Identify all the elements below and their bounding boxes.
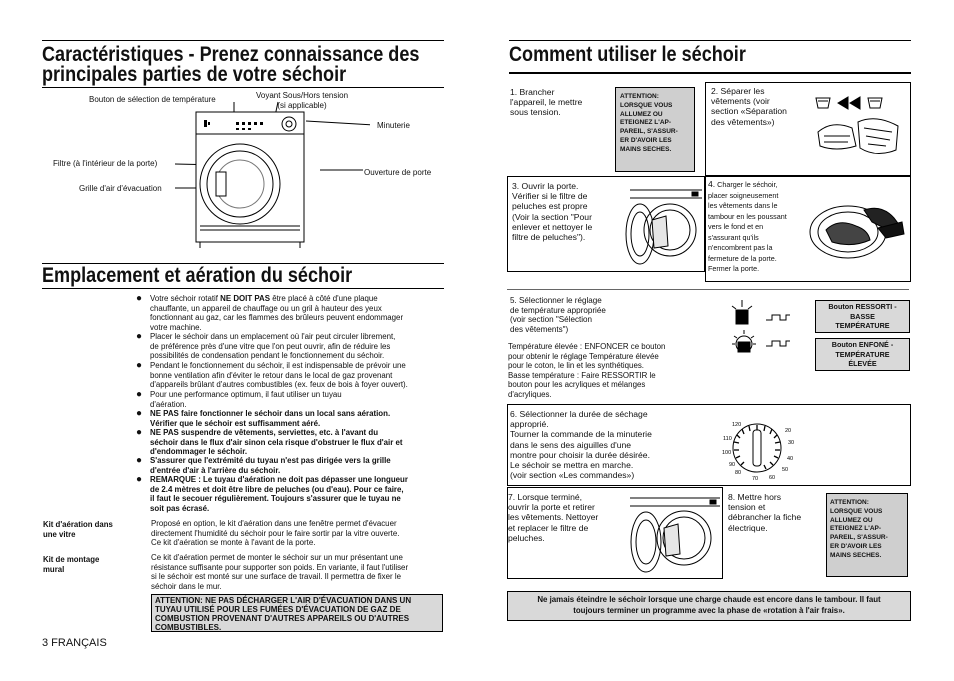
bullet-6-line2: séchoir dans le flux d'air sinon cela risque d'obstruer le flux d'air et (150, 437, 403, 447)
bullet-3-line1: Pendant le fonctionnement du séchoir, il est indispensable de prévoir une (150, 361, 406, 370)
bullet-6-line1: NE PAS suspendre de vêtements, serviettes, etc. à l'avant du (150, 428, 379, 437)
step-5-line2: de température appropriée (510, 305, 606, 315)
laundry-sorting-icon (812, 92, 906, 166)
kit-wall-line2: résistance suffisante pour supporter son poids. En variante, il faut l'utiliser (151, 562, 409, 572)
step-5b-line6: d'acryliques. (508, 389, 552, 399)
label-minuterie: Minuterie (377, 121, 410, 130)
kit-wall-line3: si le séchoir est monté sur une surface de travail. Il permettra de fixer le (151, 572, 401, 582)
step-2-line4: des vêtements») (711, 116, 775, 127)
bullet-8-line4: soit pas écrasé. (150, 503, 210, 513)
kit-window-title-line2: une vitre (43, 529, 76, 539)
step-7-line3: les vêtements. Nettoyer (508, 512, 599, 523)
kit-wall-text (151, 553, 446, 591)
step-4-line4: tambour en les poussant (708, 211, 787, 221)
bullet-2-line2: de préférence près d'une vitre que l'on peut ouvrir, afin de réduire les (150, 341, 391, 351)
dryer-illustration (170, 100, 370, 260)
label-voyant-line2: (si applicable) (277, 101, 327, 110)
bullet-item-1 (136, 293, 442, 332)
button-in-high-temp-label (815, 338, 910, 371)
section-title-features-line1: Caractéristiques - Prenez connaissance des (42, 43, 420, 66)
att1-line2: LORSQUE VOUS (620, 101, 673, 109)
bullet-item-5 (136, 408, 442, 428)
step-4-line8: fermeture de la porte. (708, 253, 777, 263)
bullet-item-6 (136, 427, 442, 457)
attention-exhaust-line1: ATTENTION: NE PAS DÉCHARGER L'AIR D'ÉVACUATION DANS UN (155, 596, 412, 605)
step-3-line2: Vérifier si le filtre de (512, 191, 588, 202)
step-6-line2: approprié. (510, 419, 549, 430)
kit-wall-line4: séchoir dans le mur. (151, 581, 222, 591)
step-1-line2: l'appareil, le mettre (510, 97, 583, 108)
dial-20: 20 (785, 428, 792, 434)
step-6-line3: Tourner la commande de la minuterie (510, 429, 652, 440)
bullet-item-3 (136, 360, 442, 390)
bullet-dot: ● (136, 293, 143, 304)
step-7-line5: peluches. (508, 532, 545, 543)
top-rule-right (509, 40, 911, 41)
bullet-8-line3: il faut le secouer régulièrement. Toujours s'assurer que le tuyau ne (150, 494, 401, 504)
kit-wall-line1: Ce kit d'aération permet de monter le séchoir sur un mur présentant une (151, 553, 403, 562)
step-4-number: 4. (708, 179, 716, 189)
bullet-1-line3: fonctionnant au gaz, car les flammes des brûleurs peuvent endommager (150, 313, 404, 323)
top-rule-left (42, 40, 444, 41)
bullet-2-line3: possibilités de condensation pendant le fonctionnement du séchoir. (150, 351, 385, 361)
att2-line5: PAREIL, S'ASSUR- (830, 534, 888, 542)
attention-dry-hands-box-2 (826, 493, 908, 577)
step-4-line5: vers le fond et en (708, 222, 764, 231)
step-5b-line2: pour obtenir le réglage Température élevée (508, 351, 659, 361)
step-5-line1: 5. Sélectionner le réglage (510, 296, 602, 305)
section-title-features-line2: principales parties de votre séchoir (42, 63, 347, 86)
timer-dial-illustration (713, 410, 803, 482)
btn-in-line2: TEMPÉRATURE (835, 349, 890, 359)
step-5b-line3: pour le coton, le lin et les synthétiques. (508, 361, 644, 371)
remove-clothes-illustration (624, 492, 720, 576)
kit-window-title-line1: Kit d'aération dans (43, 520, 113, 529)
step-6-line4: dans le sens des aiguilles d'une (510, 439, 632, 450)
bullet-item-4 (136, 389, 442, 409)
step-8-text (728, 492, 823, 533)
rule-under-how-to-use (509, 72, 911, 74)
step-4-line1: 4. Charger le séchoir, (708, 179, 778, 189)
page-footer: 3 FRANÇAIS (42, 637, 107, 649)
bullet-item-2 (136, 331, 442, 361)
dial-100: 100 (722, 450, 732, 456)
rule-under-features (42, 87, 444, 88)
kit-wall-title (43, 555, 99, 574)
step-3-line1: 3. Ouvrir la porte. (512, 181, 579, 191)
warning-line2: toujours terminer un programme avec la phase de «rotation à l'air frais». (573, 606, 845, 615)
attention-exhaust-box (151, 594, 443, 632)
step-8-line2: tension et (728, 502, 766, 513)
bullet-4-line2: d'aération. (150, 399, 187, 409)
step-1-line3: sous tension. (510, 107, 561, 118)
bullet-dot: ● (136, 408, 143, 419)
attention-exhaust-line2: TUYAU UTILISÉ POUR LES FUMÉES D'ÉVACUATION DE GAZ DE (155, 605, 401, 614)
label-grille: Grille d'air d'évacuation (79, 184, 162, 193)
bullet-dot: ● (136, 455, 143, 466)
step-4-text (708, 179, 808, 275)
step-6-line5: montre pour choisir la durée désirée. (510, 449, 650, 460)
bullet-7-line2: d'entrée d'air à l'arrière du séchoir. (150, 465, 281, 475)
step-5b-line4: Basse température : Faire RESSORTIR le (508, 370, 656, 380)
bullet-1-line2: chauffante, un appareil de chauffage ou un gril à hauteur des yeux (150, 303, 382, 313)
bullet-1-line1: Votre séchoir rotatif NE DOIT PAS être placé à côté d'une plaque (150, 294, 378, 303)
step-7-line2: ouvrir la porte et retirer (508, 502, 595, 513)
dial-80: 80 (735, 470, 742, 476)
att2-line2: LORSQUE VOUS (830, 507, 883, 515)
bullet-item-7 (136, 455, 442, 475)
step-6-line7: (voir section «Les commandes») (510, 470, 635, 481)
step-5-line4: des vêtements") (510, 324, 569, 334)
step-8-line4: électrique. (728, 522, 768, 533)
loading-drum-illustration (808, 200, 906, 260)
bullet-3-line3: d'appareils brûlant d'autres combustibles (ex. feux de bois à foyer ouvert). (150, 380, 408, 390)
step-7-line4: et replacer le filtre de (508, 522, 589, 533)
bullet-4-line1: Pour une performance optimum, il faut utiliser un tuyau (150, 390, 342, 399)
step-3-line4: (Voir la section "Pour (512, 211, 592, 222)
bullet-item-8 (136, 474, 442, 513)
step-6-text (510, 409, 690, 480)
bullet-dot: ● (136, 331, 143, 342)
bullet-2-line1: Placer le séchoir dans un emplacement où l'air peut circuler librement, (150, 332, 396, 341)
step-3-line6: filtre de peluches"). (512, 232, 586, 243)
step-4-line3: les vêtements dans le (708, 201, 778, 210)
bullet-dot: ● (136, 427, 143, 438)
dial-70: 70 (752, 476, 759, 482)
att2-line4: ETEIGNEZ L'AP- (830, 525, 882, 533)
step-6-line6: Le séchoir se mettra en marche. (510, 460, 634, 471)
bullet-8-line1: REMARQUE : Le tuyau d'aération ne doit pas dépasser une longueur (150, 475, 408, 484)
step-1-line1: 1. Brancher (510, 87, 555, 97)
att1-line3: ALLUMEZ OU (620, 110, 663, 118)
hot-load-warning-box (507, 591, 911, 621)
att1-line6: ER D'AVOIR LES (620, 136, 672, 144)
bullet-5-line2: Vérifier que le séchoir est suffisamment aéré. (150, 418, 321, 428)
dial-40: 40 (787, 456, 794, 462)
btn-in-line3: ÉLEVÉE (848, 359, 877, 368)
dial-50: 50 (782, 467, 789, 473)
bullet-8-line2: de 2.4 mètres et doit être libre de peluches (ou d'eau). Pour ce faire, (150, 484, 404, 494)
kit-wall-title-line1: Kit de montage (43, 555, 100, 564)
attention-exhaust-line3: COMBUSTION PROVENANT D'AUTRES APPAREILS OU D'AUTRES (155, 614, 410, 623)
bullet-dot: ● (136, 360, 143, 371)
step-7-text (508, 492, 620, 543)
temperature-button-icons (730, 298, 810, 360)
att2-line3: ALLUMEZ OU (830, 516, 873, 524)
button-out-low-temp-label (815, 300, 910, 333)
att1-line7: MAINS SECHES. (620, 145, 672, 153)
att2-line7: MAINS SECHES. (830, 551, 882, 559)
step-7-line1: 7. Lorsque terminé, (508, 492, 583, 502)
step-5b-line5: bouton pour les acryliques et mélanges (508, 380, 646, 390)
step-3-line3: peluches est propre (512, 201, 588, 212)
rule-above-step-5 (507, 289, 909, 290)
kit-wall-title-line2: mural (43, 564, 65, 574)
kit-window-line1: Proposé en option, le kit d'aération dans une fenêtre permet d'évacuer (151, 519, 397, 528)
kit-window-line3: Ce kit d'aération se monte à l'avant de la porte. (151, 538, 316, 548)
bullet-5-line1: NE PAS faire fonctionner le séchoir dans un local sans aération. (150, 409, 391, 418)
bullet-1-line4: votre machine. (150, 322, 202, 332)
step-4-line9: Fermer la porte. (708, 264, 760, 273)
step-8-line1: 8. Mettre hors (728, 492, 782, 502)
step-4-line2: placer soigneusement (708, 190, 779, 200)
att1-line4: ETEIGNEZ L'AP- (620, 119, 672, 127)
att1-line5: PAREIL, S'ASSUR- (620, 128, 678, 136)
step-4-line6: s'assurant qu'ils (708, 232, 759, 242)
section-title-emplacement: Emplacement et aération du séchoir (42, 264, 353, 287)
att2-line6: ER D'AVOIR LES (830, 542, 882, 550)
bullet-3-line2: bonne ventilation afin d'éviter le retour dans le local de gaz provenant (150, 370, 393, 380)
att2-line1: ATTENTION: (830, 499, 869, 506)
attention-dry-hands-box-1 (615, 87, 695, 172)
kit-window-text (151, 519, 446, 548)
dial-90: 90 (729, 462, 736, 468)
warning-line1: Ne jamais éteindre le séchoir lorsque une charge chaude est encore dans le tambour. Il faut (537, 595, 881, 604)
attention-exhaust-line4: COMBUSTIBLES. (155, 623, 222, 632)
step-1-text (510, 87, 610, 118)
btn-out-line1: Bouton RESSORTI - (828, 302, 897, 311)
open-door-illustration (622, 186, 702, 268)
bullet-dot: ● (136, 389, 143, 400)
kit-window-title (43, 520, 113, 539)
step-2-line1: 2. Séparer les (711, 86, 765, 96)
dial-120: 120 (732, 422, 742, 428)
label-ouverture: Ouverture de porte (364, 168, 432, 177)
step-2-line2: vêtements (voir (711, 96, 770, 107)
step-5-line3: (voir section "Sélection (510, 315, 593, 325)
rule-under-emplacement (42, 288, 444, 289)
bullet-7-line1: S'assurer que l'extrémité du tuyau n'est pas dirigée vers la grille (150, 456, 391, 465)
section-title-how-to-use: Comment utiliser le séchoir (509, 43, 746, 66)
step-5b-line1: Température élevée : ENFONCER ce bouton (508, 342, 666, 351)
step-4-line7: n'encombrent pas la (708, 243, 773, 252)
btn-in-line1: Bouton ENFONÉ - (831, 340, 894, 349)
step-5-temperature-text (508, 342, 698, 400)
step-8-line3: débrancher la fiche (728, 512, 802, 523)
att1-line1: ATTENTION: (620, 93, 659, 100)
step-6-line1: 6. Sélectionner la durée de séchage (510, 409, 648, 419)
dial-110: 110 (723, 436, 732, 442)
label-voyant-line1: Voyant Sous/Hors tension (255, 91, 349, 100)
btn-out-line2: BASSE (850, 311, 875, 321)
dial-60: 60 (769, 475, 776, 481)
dial-30: 30 (788, 440, 795, 446)
step-3-text (512, 181, 622, 242)
kit-window-line2: directement l'humidité du séchoir pour le faire sortir par la vitre ouverte. (151, 528, 400, 538)
bullet-dot: ● (136, 474, 143, 485)
btn-out-line3: TEMPÉRATURE (835, 321, 890, 330)
label-temp-button: Bouton de sélection de température (89, 95, 216, 104)
step-2-line3: section «Séparation (711, 106, 787, 117)
label-filtre: Filtre (à l'intérieur de la porte) (53, 159, 158, 168)
step-5-text (510, 296, 635, 334)
step-2-text (711, 86, 811, 127)
bullet-6-line3: d'endommager le séchoir. (150, 447, 248, 457)
step-3-line5: enlever et nettoyer le (512, 221, 593, 232)
